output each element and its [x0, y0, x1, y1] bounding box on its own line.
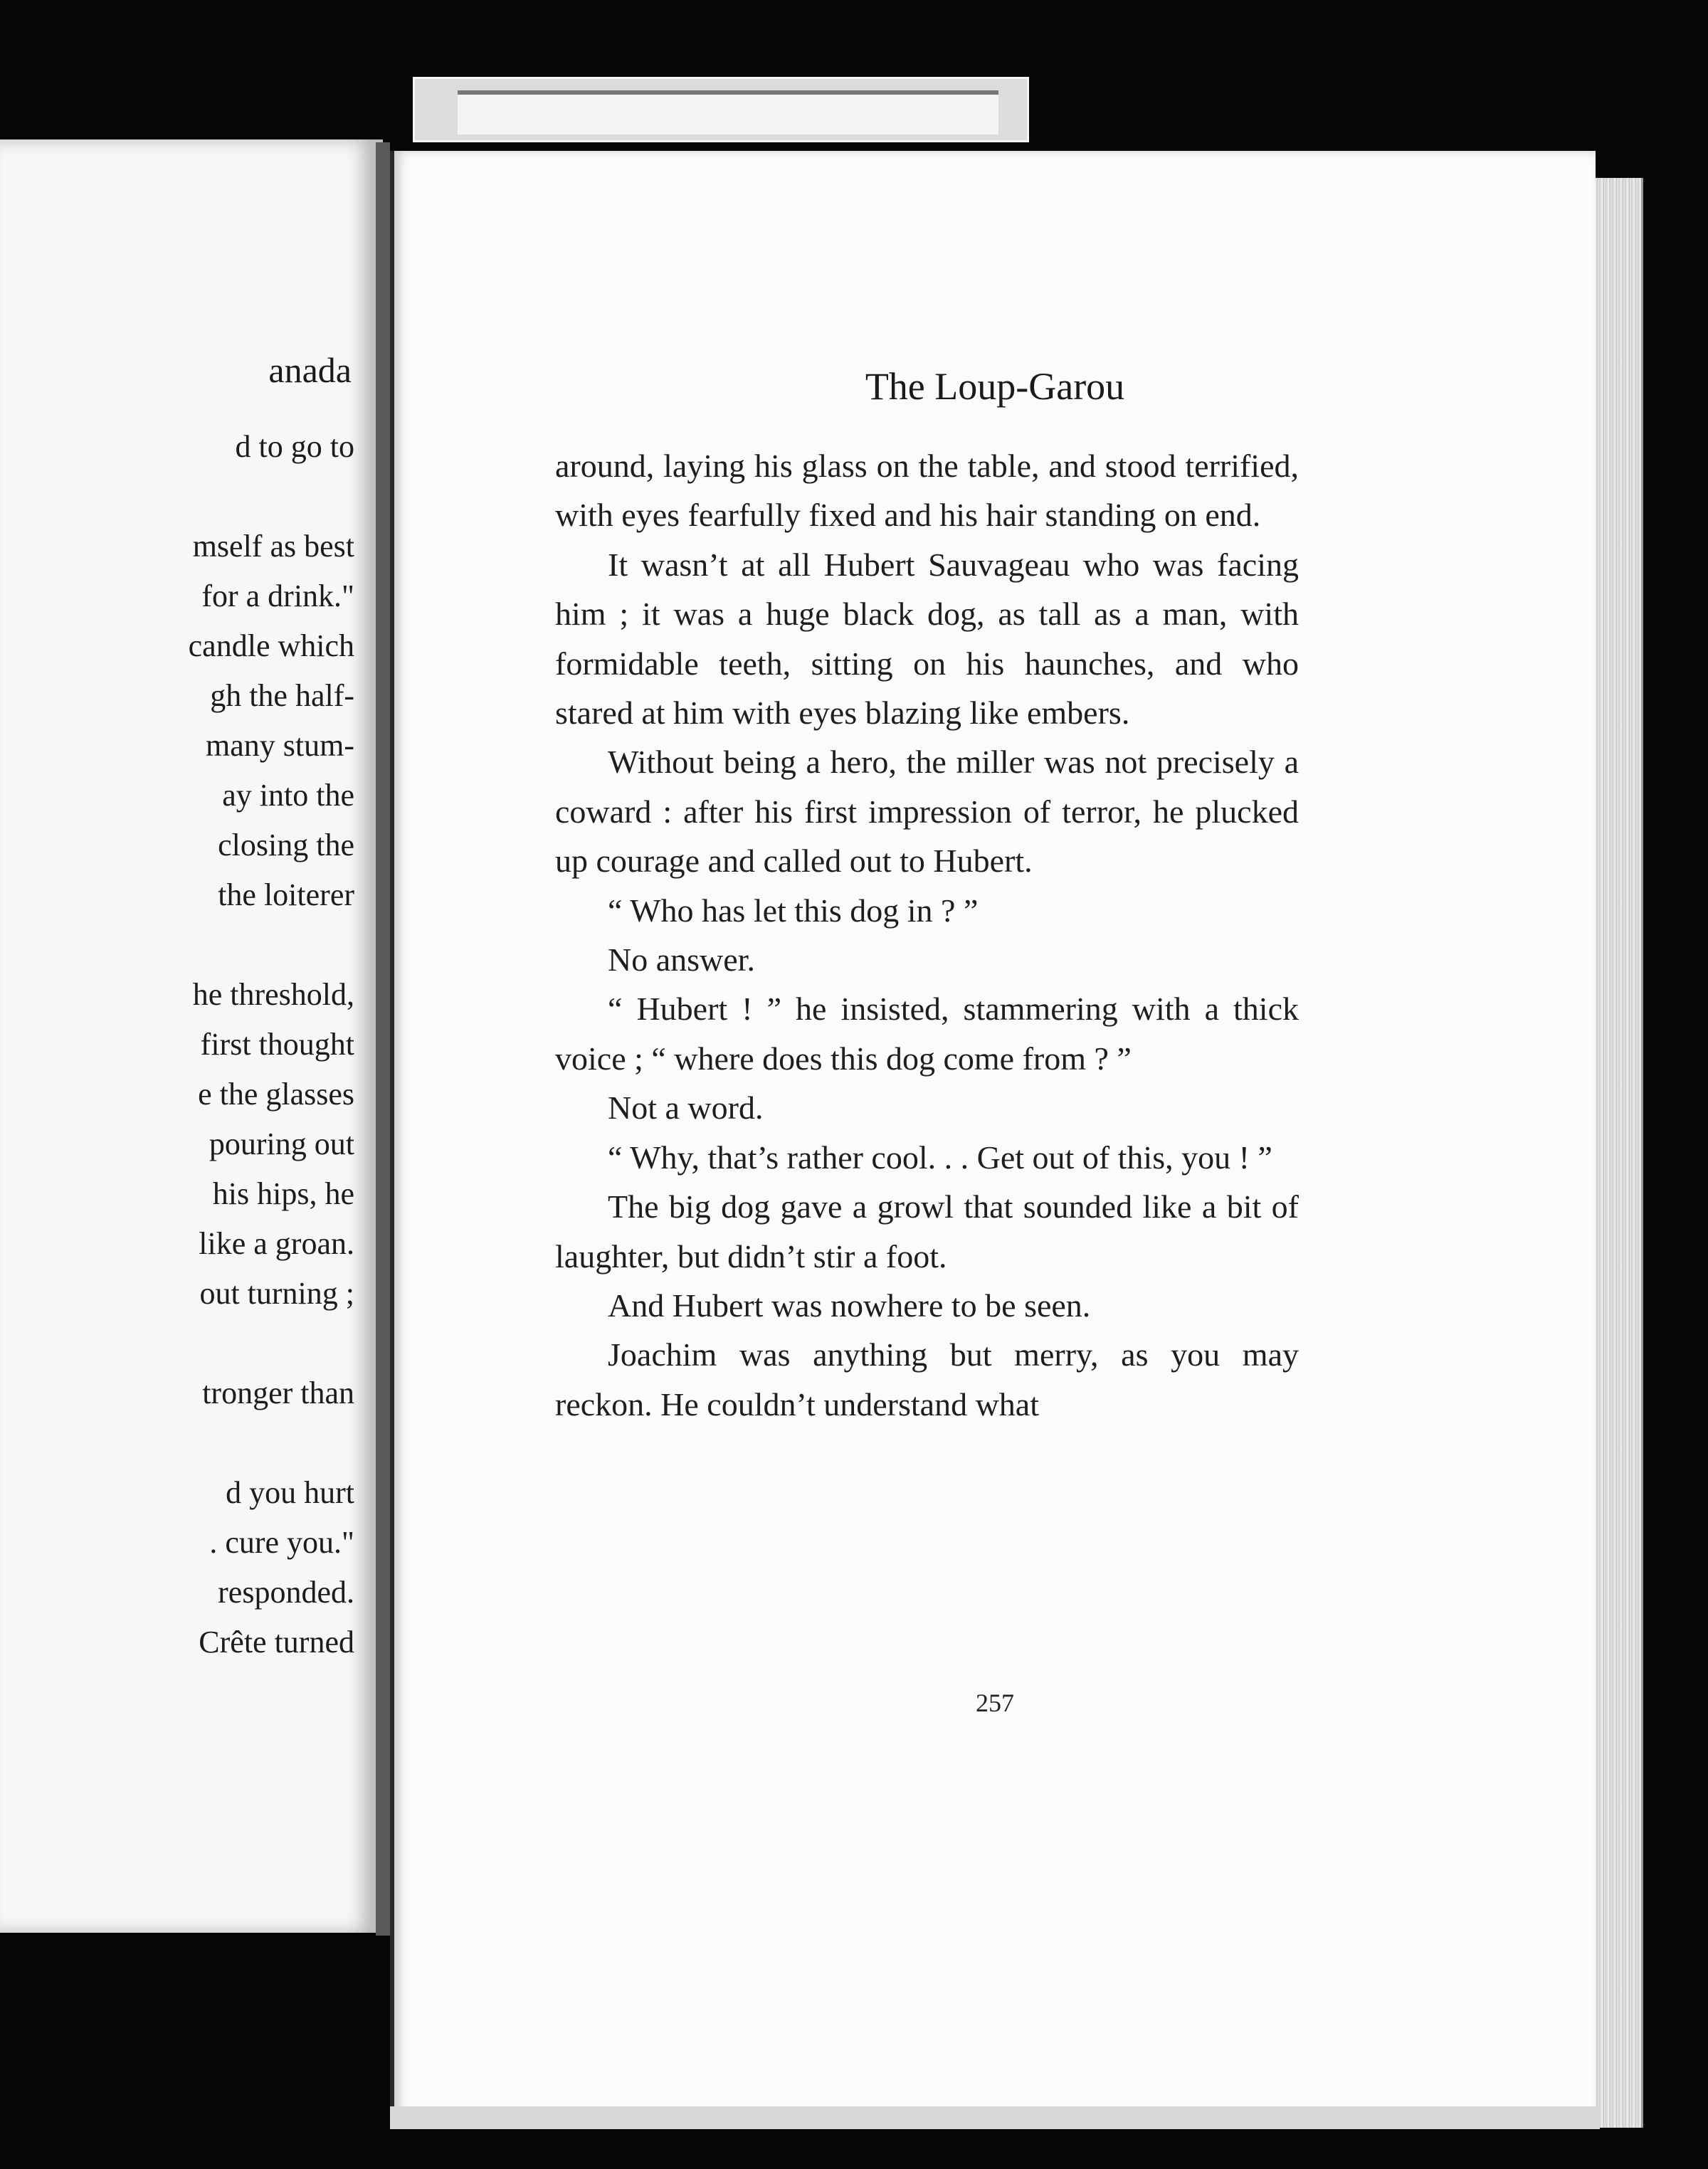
body-text [555, 441, 1299, 1429]
left-line: he threshold, [192, 977, 354, 1012]
page-tab [413, 77, 1029, 142]
left-line: candle which [188, 628, 354, 663]
tab-strip [458, 90, 998, 134]
left-line: many stum- [206, 728, 354, 763]
book-gutter [376, 142, 390, 1936]
left-line: e the glasses [198, 1077, 354, 1112]
left-line: out turning ; [199, 1276, 354, 1311]
left-line: Crête turned [199, 1625, 354, 1659]
left-line: . cure you." [209, 1525, 354, 1560]
paragraph: Joachim was anything but merry, as you may reckon. He couldn’t understand what [555, 1336, 1299, 1423]
left-line: for a drink." [201, 579, 354, 613]
left-line: like a groan. [199, 1226, 354, 1261]
left-line: ay into the [222, 778, 354, 813]
left-running-head: anada [268, 350, 352, 390]
page-bottom-edge [390, 2106, 1600, 2129]
paragraph: around, laying his glass on the table, and stood terrified, with eyes fearfully fixed and his hair standing on end. [555, 448, 1299, 534]
running-head: The Loup-Garou [865, 365, 1125, 408]
left-page [0, 139, 383, 1933]
paragraph: No answer. [608, 941, 755, 978]
paragraph: “ Who has let this dog in ? ” [608, 892, 979, 929]
left-line: mself as best [192, 529, 354, 564]
paragraph: The big dog gave a growl that sounded like a bit of laughter, but didn’t stir a foot. [555, 1188, 1299, 1275]
left-line: tronger than [202, 1376, 354, 1410]
left-line: d you hurt [226, 1475, 354, 1510]
page-number: 257 [976, 1689, 1014, 1717]
left-line: closing the [218, 828, 354, 862]
paragraph: Not a word. [608, 1089, 764, 1126]
left-line: gh the half- [210, 678, 354, 713]
left-line: d to go to [235, 429, 354, 464]
left-line: pouring out [209, 1126, 354, 1161]
left-line: the loiterer [218, 877, 354, 912]
page-edges [1591, 178, 1643, 2128]
left-line: responded. [218, 1575, 354, 1610]
left-line: his hips, he [212, 1176, 354, 1211]
left-line: first thought [200, 1027, 354, 1062]
paragraph: “ Hubert ! ” he insisted, stammering with a thick voice ; “ where does this dog come from ? ” [555, 991, 1299, 1077]
paragraph: Without being a hero, the miller was not precisely a coward : after his first impression of terror, he plucked up courage and called out to Hubert. [555, 744, 1299, 880]
paragraph: “ Why, that’s rather cool. . . Get out of this, you ! ” [608, 1139, 1272, 1176]
right-page [390, 151, 1596, 2129]
paragraph: It wasn’t at all Hubert Sauvageau who was facing him ; it was a huge black dog, as tall as a man, with formidable teeth, sitting on his haunches, and who stared at him with eyes blazing like embers. [555, 546, 1299, 732]
paragraph: And Hubert was nowhere to be seen. [608, 1287, 1091, 1324]
